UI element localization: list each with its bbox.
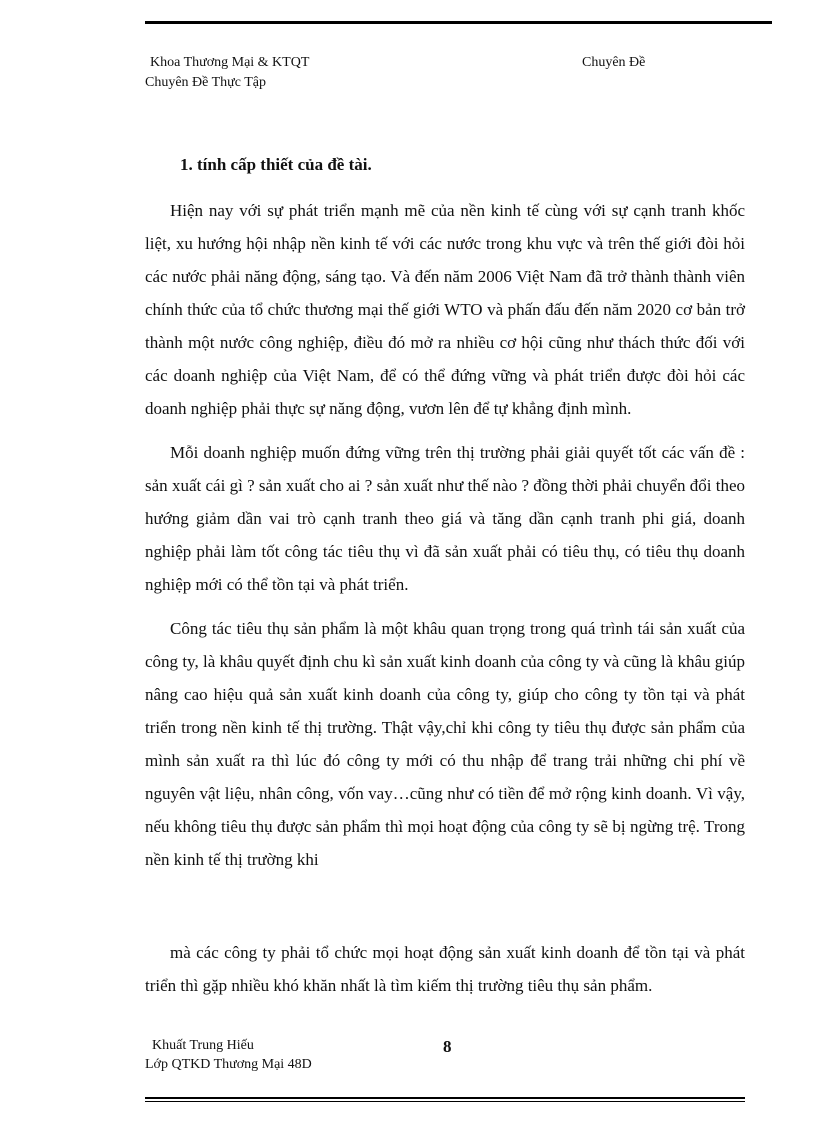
header-faculty: Khoa Thương Mại & KTQT	[150, 55, 310, 70]
paragraph-1: Hiện nay với sự phát triển mạnh mẽ của nền kinh tế cùng với sự cạnh tranh khốc liệt, xu hướng hội nhập nền kinh tế với các nước trong khu vực và trên thế giới đòi hỏi các nước phải năng động, sáng tạo. Và đến năm 2006 Việt Nam đã trở thành thành viên chính thức của tổ chức thương mại thế giới WTO và phấn đấu đến năm 2020 cơ bản trở thành một nước công nghiệp, điều đó mở ra nhiều cơ hội cũng như thách thức đối với các doanh nghiệp của Việt Nam, để có thể đứng vững và phát triển được đòi hỏi các doanh nghiệp phải thực sự năng động, vươn lên để tự khẳng định mình.	[145, 201, 745, 418]
body-text	[145, 194, 745, 876]
footer-rule-thin	[145, 1101, 745, 1102]
page-number: 8	[443, 1037, 452, 1056]
footer-author: Khuất Trung Hiếu	[152, 1038, 254, 1053]
header-subtitle: Chuyên Đề Thực Tập	[145, 75, 266, 90]
header-doc-type: Chuyên Đề	[582, 55, 646, 70]
body-text-continued	[145, 936, 745, 1002]
footer-class: Lớp QTKD Thương Mại 48D	[145, 1057, 312, 1072]
paragraph-2: Mỗi doanh nghiệp muốn đứng vững trên thị trường phải giải quyết tốt các vấn đề : sản xuất cái gì ? sản xuất cho ai ? sản xuất như thế nào ? đồng thời phải chuyển đổi theo hướng giảm dần vai trò cạnh tranh theo giá và tăng dần cạnh tranh phi giá, doanh nghiệp phải làm tốt công tác tiêu thụ vì đã sản xuất phải có tiêu thụ, có tiêu thụ doanh nghiệp mới có thể tồn tại và phát triển.	[145, 443, 745, 594]
paragraph-3: Công tác tiêu thụ sản phẩm là một khâu quan trọng trong quá trình tái sản xuất của công ty, là khâu quyết định chu kì sản xuất kinh doanh của công ty và cũng là khâu giúp nâng cao hiệu quả sản xuất kinh doanh của công ty, giúp cho công ty tồn tại và phát triển trong nền kinh tế thị trường. Thật vậy,chỉ khi công ty tiêu thụ được sản phẩm của mình sản xuất ra thì lúc đó công ty mới có thu nhập để trang trải những chi phí về nguyên vật liệu, nhân công, vốn vay…cũng như có tiền để mở rộng kinh doanh. Vì vậy, nếu không tiêu thụ được sản phẩm thì mọi hoạt động của công ty sẽ bị ngừng trệ. Trong nền kinh tế thị trường khi	[145, 619, 745, 869]
section-heading: 1. tính cấp thiết của đề tài.	[180, 155, 372, 174]
header-rule	[145, 21, 772, 24]
paragraph-4: mà các công ty phải tổ chức mọi hoạt động sản xuất kinh doanh để tồn tại và phát triển thì gặp nhiều khó khăn nhất là tìm kiếm thị trường tiêu thụ sản phẩm.	[145, 943, 745, 995]
footer-rule	[145, 1097, 745, 1099]
